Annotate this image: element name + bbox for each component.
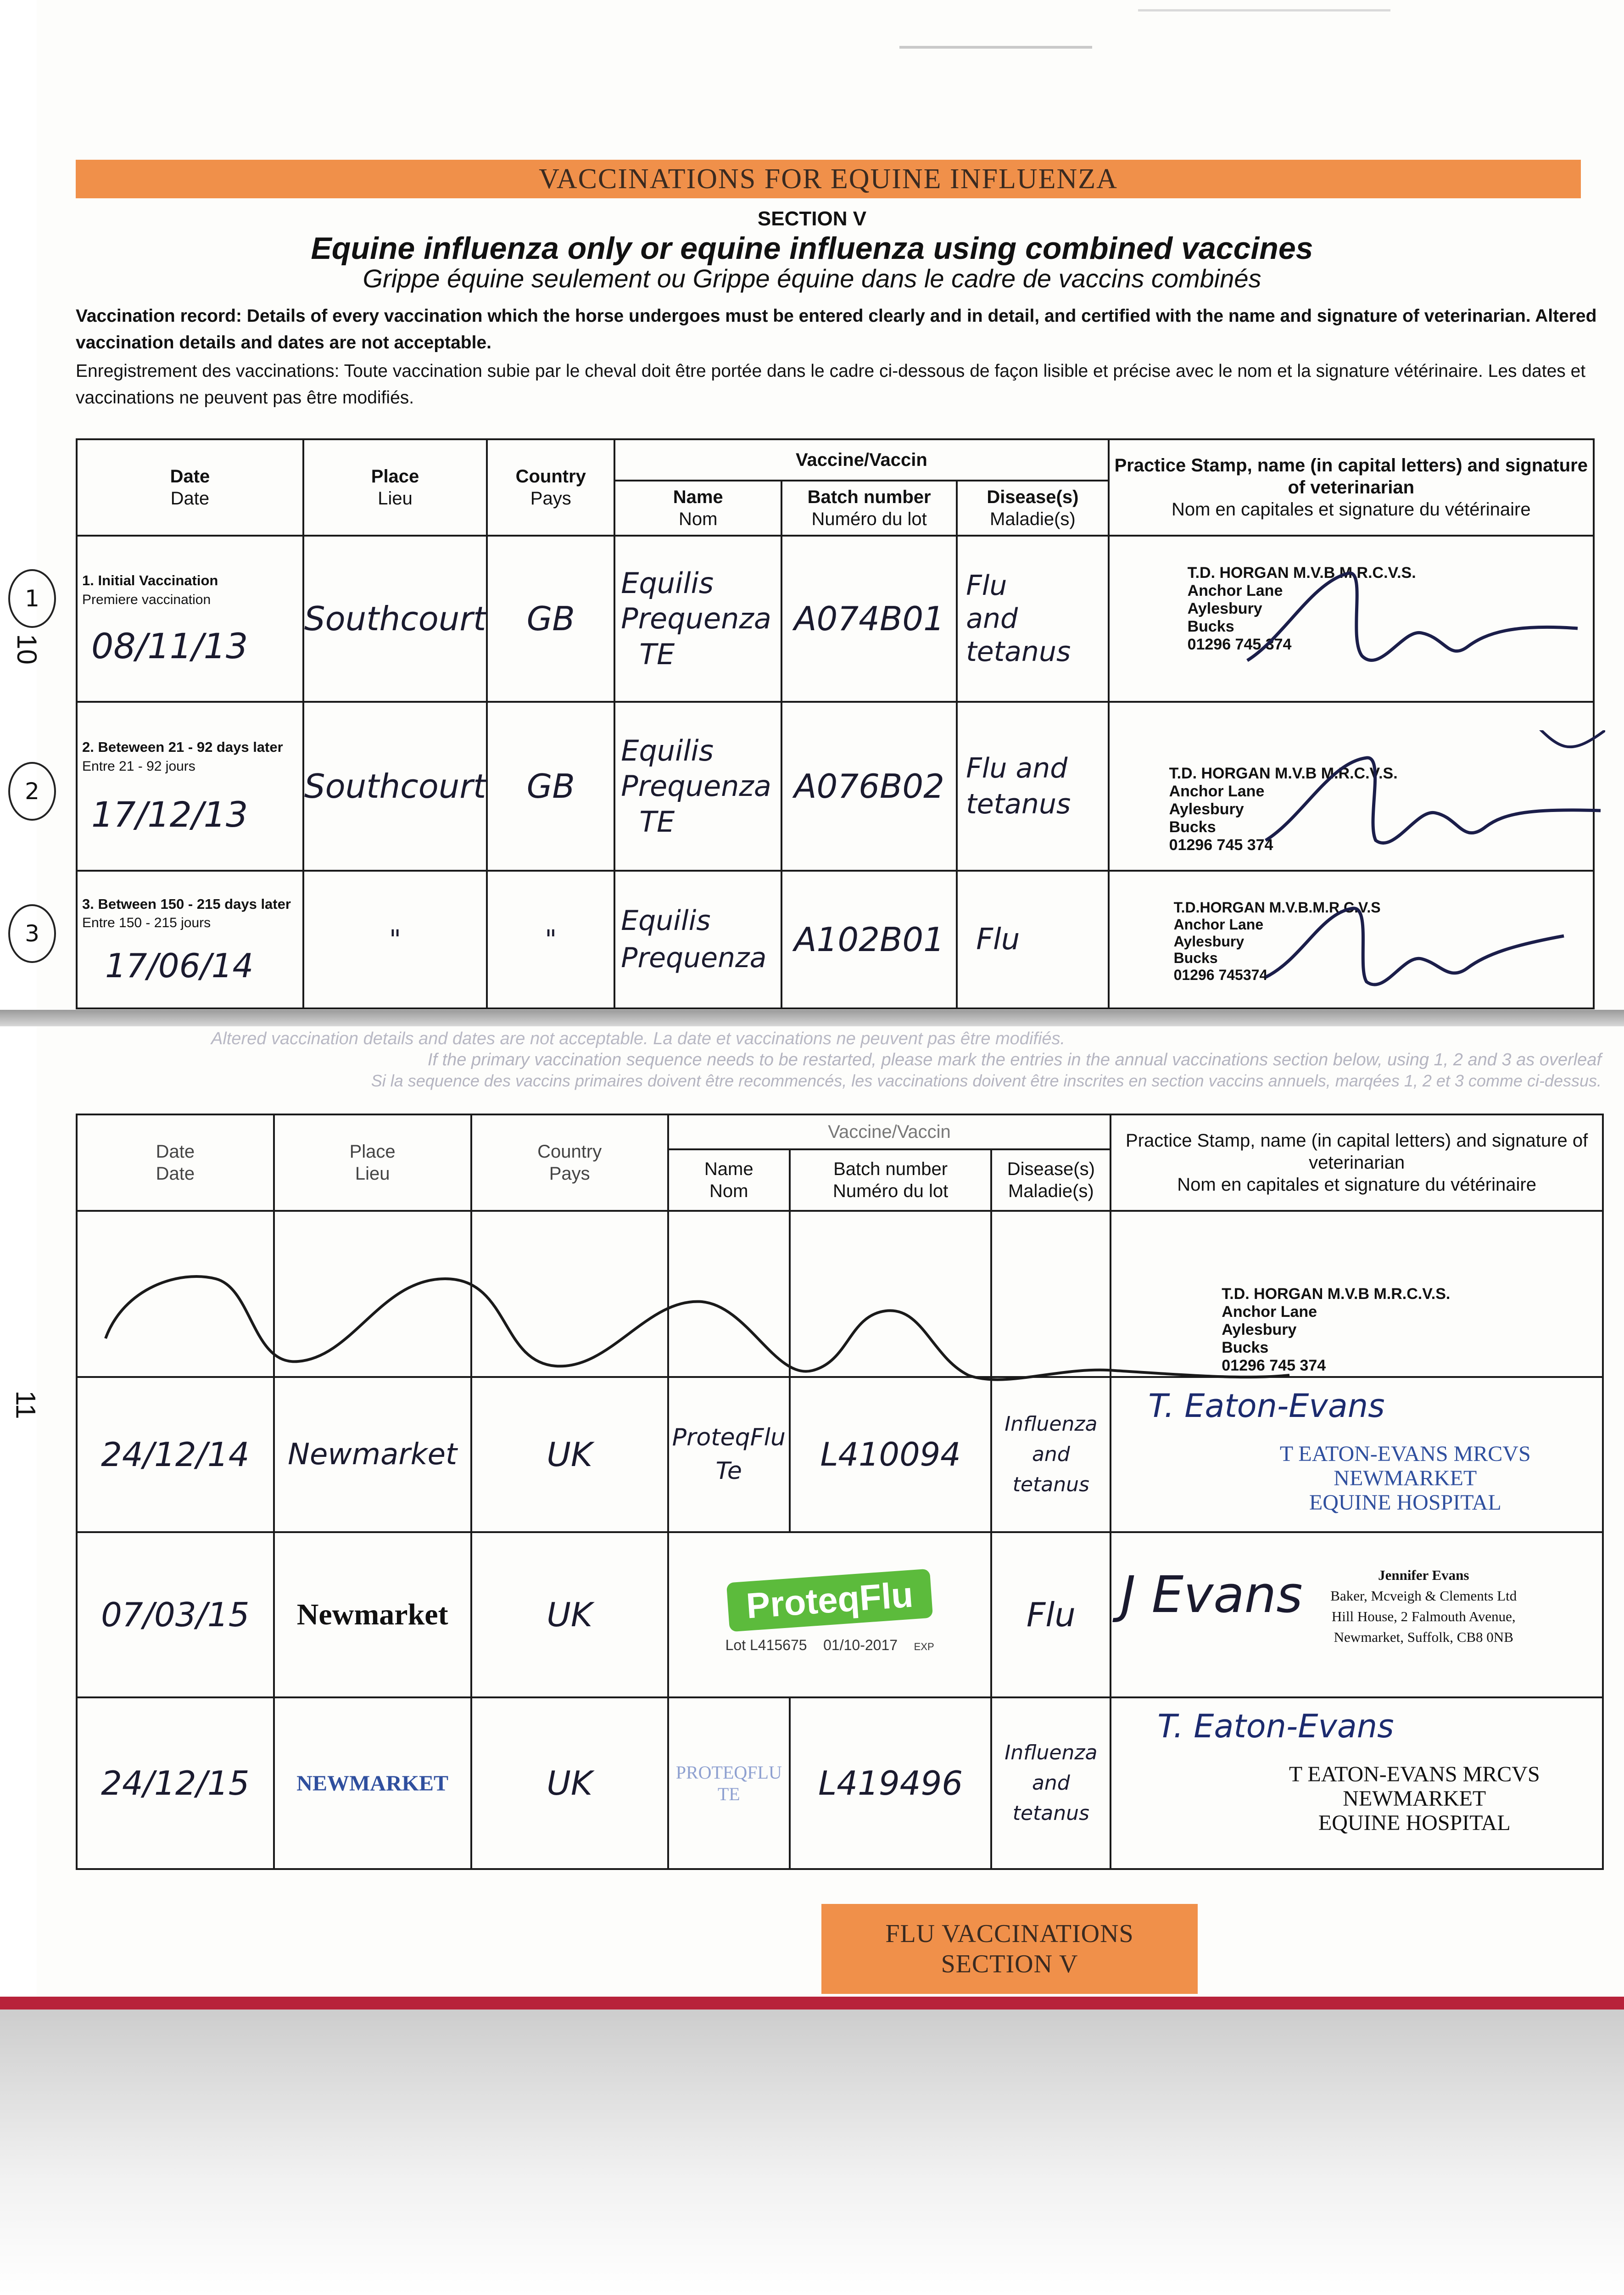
header-place: Place Lieu [274, 1114, 471, 1211]
section-label: SECTION V [757, 207, 867, 230]
stamp-cell [1109, 536, 1594, 702]
date-cell [77, 871, 303, 1008]
vet-stamp: T.D. HORGAN M.V.B M.R.C.V.S. Anchor Lane Aylesbury Bucks 01296 745 374 [1187, 564, 1416, 654]
faded-note: If the primary vaccination sequence needs to be restarted, please mark the entries in the annual vaccinations section below, using 1, 2 and 3 as overleaf [427, 1050, 1602, 1069]
vaccination-table-primary [76, 438, 1595, 1009]
country-value: UK [471, 1532, 668, 1697]
top-edge-mark [899, 46, 1092, 49]
vaccination-table-annual [76, 1114, 1604, 1870]
proteqflu-sticker: ProteqFlu [726, 1569, 933, 1632]
vet-signature [1238, 730, 1605, 868]
date-value: 24/12/14 [77, 1377, 274, 1532]
row-label: 1. Initial Vaccination [82, 572, 218, 588]
batch-value: A102B01 [781, 871, 957, 1008]
stamp-cell [1109, 702, 1594, 871]
date-value: 07/03/15 [77, 1532, 274, 1697]
record-english: Vaccination record: Details of every vaccination which the horse undergoes must be entered clearly and in detail, and certified with the name and signature of veterinarian. Altered vaccination details and dates are not acceptable. [76, 306, 1597, 353]
header-batch: Batch number Numéro du lot [781, 481, 957, 536]
place-value: Southcourt [303, 536, 487, 702]
row-label-fr: Entre 21 - 92 jours [82, 758, 195, 774]
sticker-lot-line: Lot L415675 01/10-2017 EXP [725, 1637, 934, 1653]
faded-note: Si la sequence des vaccins primaires doivent être recommencés, les vaccinations doivent être inscrites en section vaccins annuels, marqées 1, 2 et 3 comme ci-dessus. [371, 1071, 1602, 1090]
disease-value: Flu [991, 1532, 1111, 1697]
stamp-cell [1111, 1697, 1603, 1869]
header-vaccine: Vaccine/Vaccin [668, 1114, 1111, 1149]
header-vaccine: Vaccine/Vaccin [614, 439, 1108, 481]
vaccine-name-value: ProteqFlu Te [668, 1377, 790, 1532]
table-row [77, 871, 1594, 1008]
vaccine-name-value: Equilis Prequenza [614, 871, 781, 1008]
country-value: " [487, 871, 614, 1008]
banner-title: VACCINATIONS FOR EQUINE INFLUENZA [539, 163, 1118, 195]
bottom-page [10, 1026, 1624, 1997]
row-label: 3. Between 150 - 215 days later [82, 896, 291, 912]
row-circle-2: 2 [8, 762, 56, 821]
stamp-cell [1109, 871, 1594, 1008]
row-label-fr: Premiere vaccination [82, 592, 211, 607]
vet-stamp: T EATON-EVANS MRCVS NEWMARKET EQUINE HOSPITAL [1279, 1442, 1531, 1515]
disease-value: Influenza and tetanus [991, 1697, 1111, 1869]
batch-value: A074B01 [781, 536, 957, 702]
vet-stamp: Jennifer Evans Baker, Mcveigh & Clements Ltd Hill House, 2 Falmouth Avenue, Newmarket, Suffolk, CB8 0NB [1330, 1567, 1517, 1645]
place-value: Newmarket [274, 1377, 471, 1532]
top-edge-mark [1138, 9, 1390, 11]
batch-value: L410094 [790, 1377, 992, 1532]
vet-stamp: T EATON-EVANS MRCVS NEWMARKET EQUINE HOSPITAL [1289, 1762, 1540, 1835]
date-cell [77, 702, 303, 871]
vet-signature: J Evans [1121, 1565, 1303, 1624]
header-disease: Disease(s) Maladie(s) [991, 1149, 1111, 1211]
table-row [77, 1697, 1603, 1869]
header-name: Name Nom [614, 481, 781, 536]
date-value: 17/12/13 [91, 794, 248, 835]
row-label-fr: Entre 150 - 215 jours [82, 915, 211, 930]
date-value: 24/12/15 [77, 1697, 274, 1869]
vet-signature: T. Eaton-Evans [1148, 1387, 1385, 1425]
footer-banner: FLU VACCINATIONS SECTION V [821, 1904, 1198, 1994]
batch-value: A076B02 [781, 702, 957, 871]
table-row [77, 1532, 1603, 1697]
vaccine-sticker-cell [668, 1532, 992, 1697]
faded-note: Altered vaccination details and dates are not acceptable. La date et vaccinations ne peuvent pas être modifiés. [211, 1029, 1066, 1048]
header-place: Place Lieu [303, 439, 487, 536]
page-number: 10 [11, 634, 42, 665]
record-french: Enregistrement des vaccinations: Toute vaccination subie par le cheval doit être portée dans le cadre ci-dessous de façon lisible et précise avec le nom et la signature vétérinaire. Les dates et vaccinations ne peuvent pas être modifiés. [76, 361, 1586, 408]
country-value: GB [487, 702, 614, 871]
row-label: 2. Beteween 21 - 92 days later [82, 739, 283, 755]
place-value: " [303, 871, 487, 1008]
header-name: Name Nom [668, 1149, 790, 1211]
page-fold [0, 1010, 1624, 1026]
top-page [11, 0, 1624, 1010]
header-country: Country Pays [471, 1114, 668, 1211]
place-value: Newmarket [274, 1532, 471, 1697]
vaccine-name-value: PROTEQFLU TE [668, 1697, 790, 1869]
disease-value: Influenza and tetanus [991, 1377, 1111, 1532]
stamp-cell [1111, 1532, 1603, 1697]
place-value: NEWMARKET [274, 1697, 471, 1869]
place-value: Southcourt [303, 702, 487, 871]
header-date: Date Date [77, 1114, 274, 1211]
date-cell [77, 536, 303, 702]
header-stamp: Practice Stamp, name (in capital letters) and signature of veterinarian Nom en capitales et signature du vétérinaire [1111, 1114, 1603, 1211]
row-circle-1: 1 [8, 569, 56, 628]
row-circle-3: 3 [8, 904, 56, 963]
binding-shadow [0, 2010, 1624, 2295]
header-date: Date Date [77, 439, 303, 536]
table-row [77, 536, 1594, 702]
disease-value: Flu [957, 871, 1108, 1008]
header-batch: Batch number Numéro du lot [790, 1149, 992, 1211]
vet-stamp: T.D. HORGAN M.V.B M.R.C.V.S. Anchor Lane Aylesbury Bucks 01296 745 374 [1222, 1285, 1451, 1375]
binding-edge [0, 1997, 1624, 2010]
vaccine-name-value: Equilis Prequenza TE [614, 536, 781, 702]
country-value: GB [487, 536, 614, 702]
header-country: Country Pays [487, 439, 614, 536]
date-value: 08/11/13 [91, 626, 248, 666]
country-value: UK [471, 1697, 668, 1869]
vet-signature [1247, 890, 1568, 1000]
vet-stamp: T.D.HORGAN M.V.B.M.R.C.V.S Anchor Lane Aylesbury Bucks 01296 745374 [1173, 899, 1381, 984]
disease-value: Flu and tetanus [957, 536, 1108, 702]
disease-value: Flu and tetanus [957, 702, 1108, 871]
vet-signature: T. Eaton-Evans [1157, 1707, 1394, 1745]
stamp-cell [1111, 1377, 1603, 1532]
table-row [77, 1377, 1603, 1532]
page-number: 11 [10, 1390, 41, 1419]
section-banner [76, 160, 1581, 198]
header-stamp: Practice Stamp, name (in capital letters) and signature of veterinarian Nom en capitales et signature du vétérinaire [1109, 439, 1594, 536]
table-row [77, 702, 1594, 871]
vet-stamp: T.D. HORGAN M.V.B M.R.C.V.S. Anchor Lane Aylesbury Bucks 01296 745 374 [1169, 765, 1398, 854]
vet-signature [1229, 555, 1587, 693]
date-value: 17/06/14 [105, 946, 254, 985]
title-english: Equine influenza only or equine influenza using combined vaccines [311, 231, 1313, 266]
title-french: Grippe équine seulement ou Grippe équine dans le cadre de vaccins combinés [363, 264, 1261, 293]
batch-value: L419496 [790, 1697, 992, 1869]
vaccine-name-value: Equilis Prequenza TE [614, 702, 781, 871]
strike-through-scribble [96, 1260, 1427, 1398]
header-disease: Disease(s) Maladie(s) [957, 481, 1108, 536]
country-value: UK [471, 1377, 668, 1532]
